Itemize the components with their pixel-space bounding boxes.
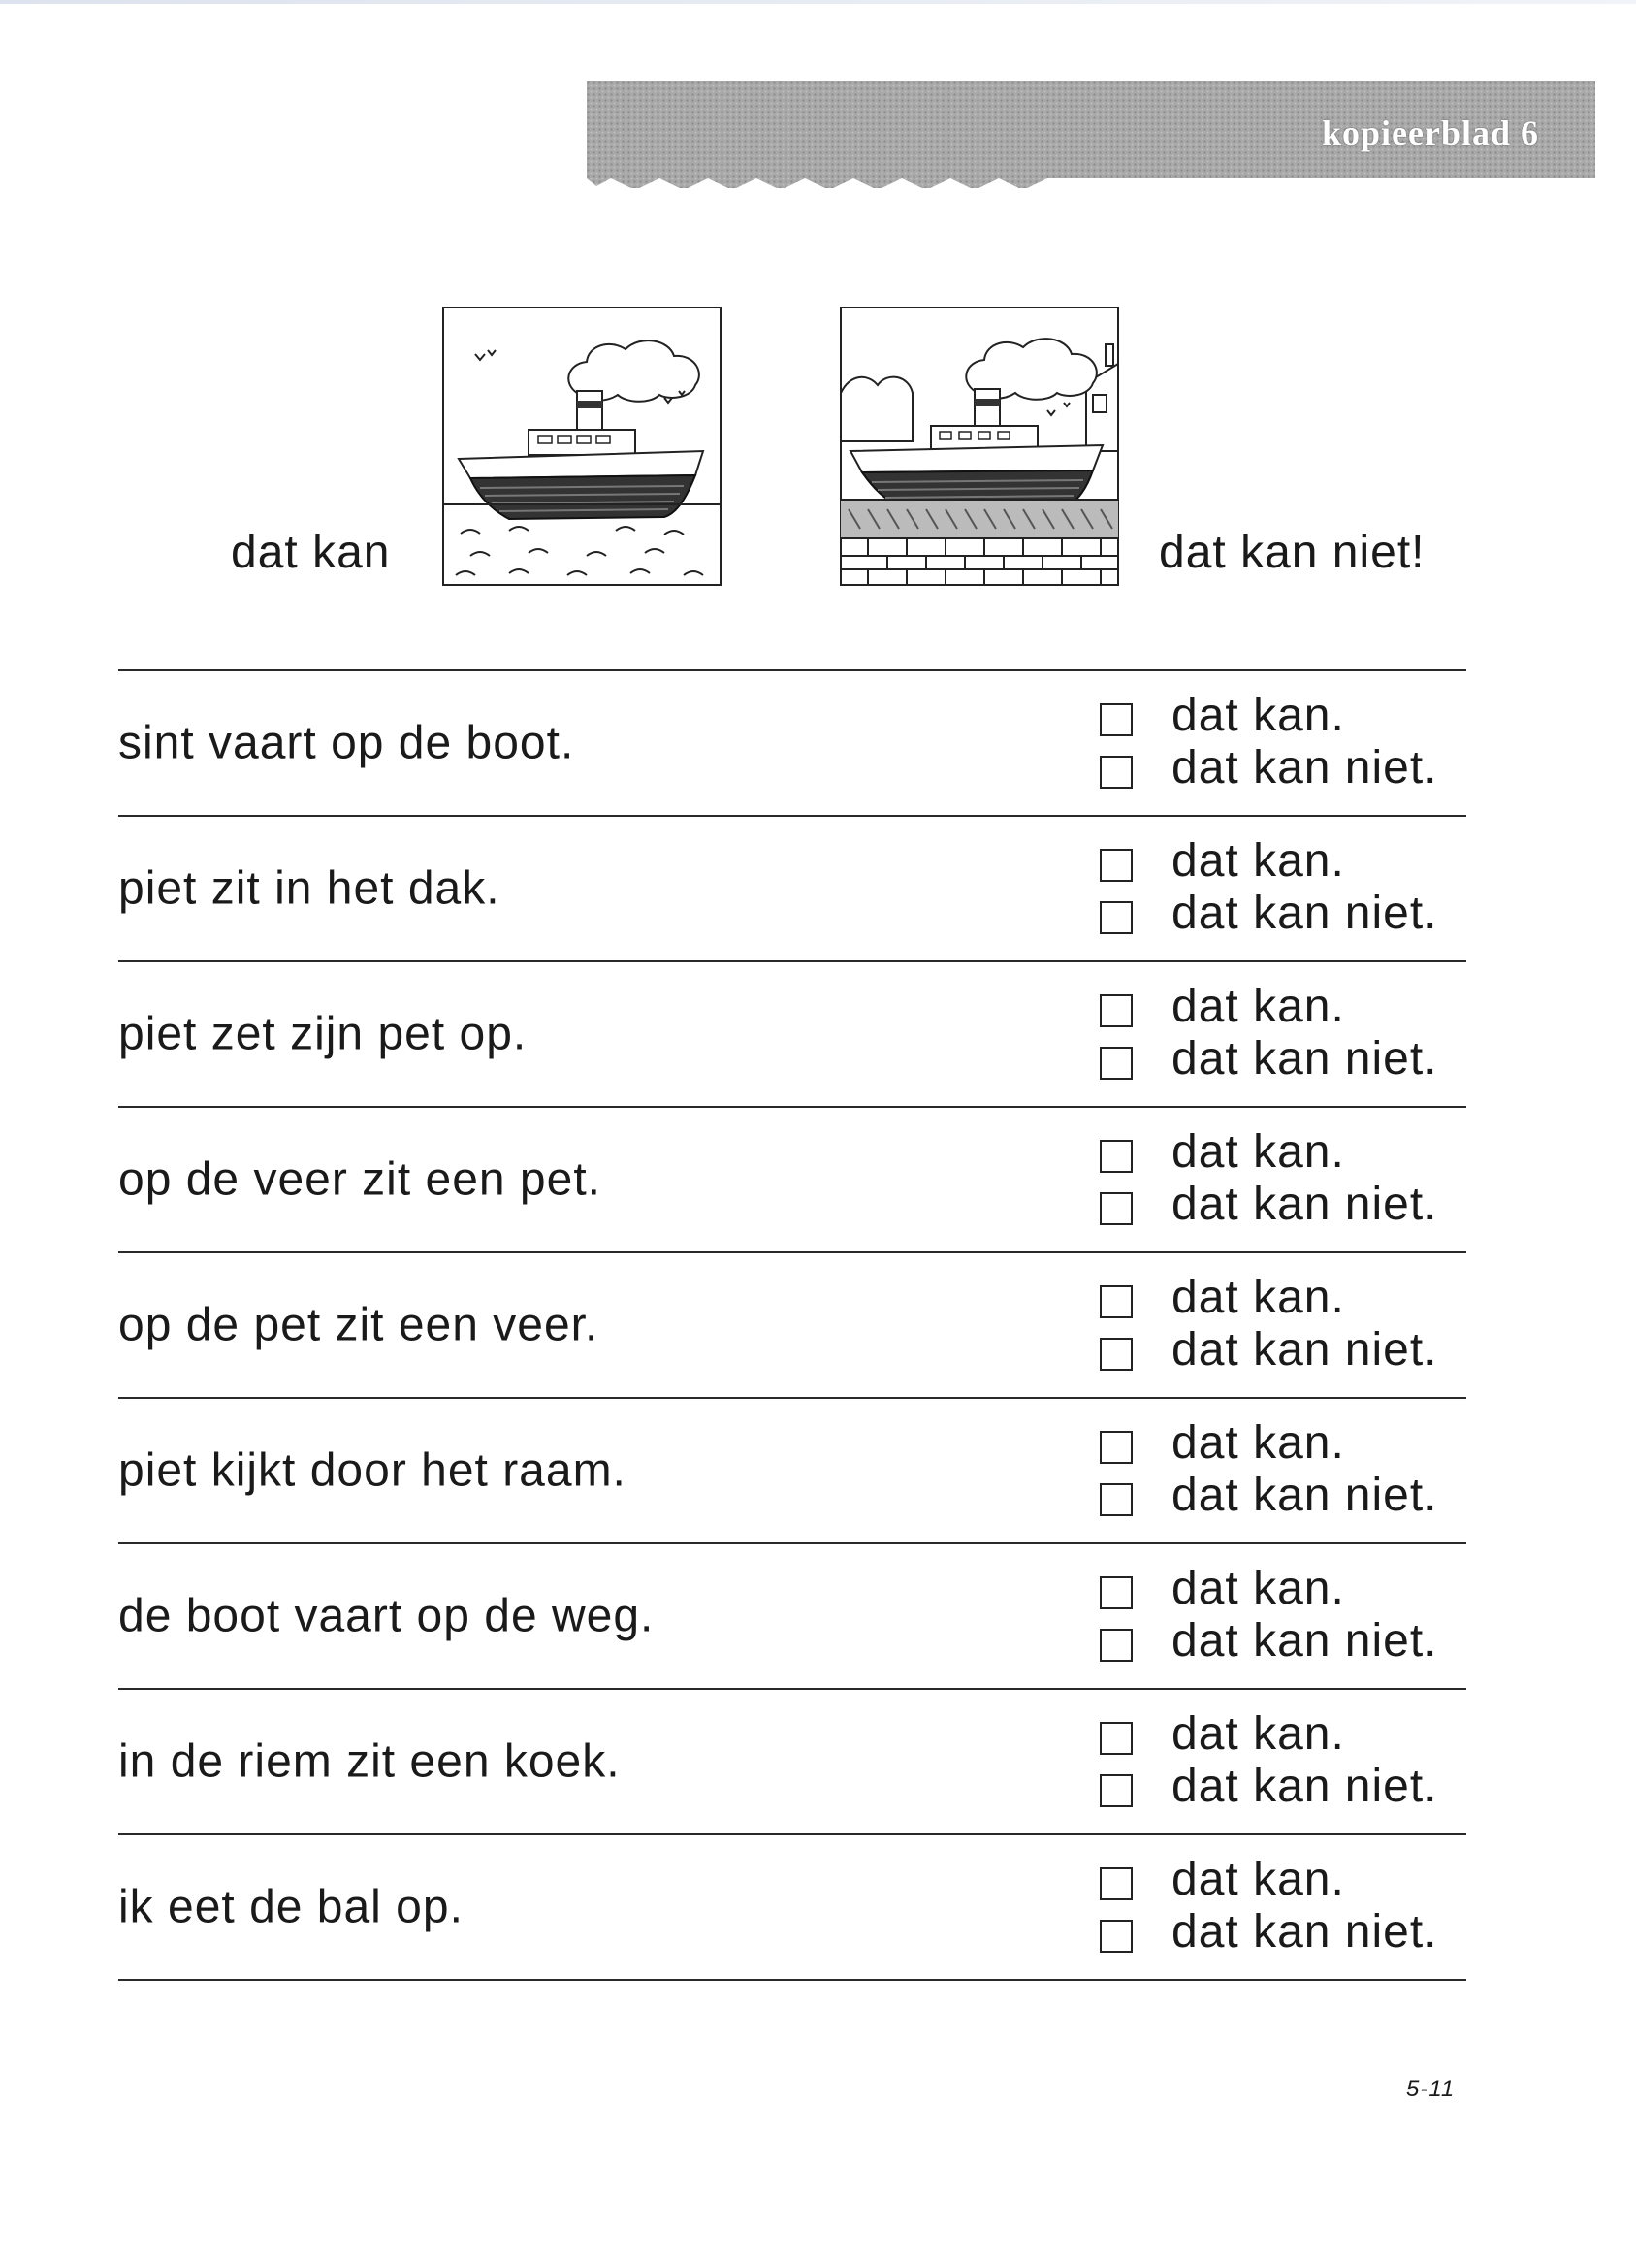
sentence: ik eet de bal op. [118, 1881, 464, 1933]
checkbox-impossible[interactable] [1100, 1920, 1133, 1953]
checkbox-impossible[interactable] [1100, 1192, 1133, 1225]
checkbox-possible[interactable] [1100, 1285, 1133, 1318]
answer-options [1100, 1125, 1438, 1230]
option-impossible[interactable] [1100, 1032, 1438, 1085]
exercise-row [118, 1544, 1466, 1690]
checkbox-possible[interactable] [1100, 994, 1133, 1027]
exercise-row [118, 1690, 1466, 1835]
option-possible-label: dat kan. [1171, 834, 1345, 887]
option-impossible[interactable] [1100, 1614, 1438, 1667]
intro-section [0, 291, 1636, 601]
option-impossible-label: dat kan niet. [1171, 1178, 1438, 1230]
exercise-row [118, 1253, 1466, 1399]
exercise-row [118, 962, 1466, 1108]
option-impossible-label: dat kan niet. [1171, 1614, 1438, 1667]
option-possible[interactable] [1100, 1416, 1438, 1469]
checkbox-impossible[interactable] [1100, 1338, 1133, 1371]
option-impossible-label: dat kan niet. [1171, 887, 1438, 939]
answer-options [1100, 1562, 1438, 1667]
option-possible[interactable] [1100, 689, 1438, 741]
option-possible[interactable] [1100, 980, 1438, 1032]
worksheet-title: kopieerblad 6 [1321, 113, 1539, 152]
option-impossible-label: dat kan niet. [1171, 1905, 1438, 1958]
option-impossible[interactable] [1100, 741, 1438, 794]
checkbox-possible[interactable] [1100, 849, 1133, 882]
possible-label: dat kan [231, 527, 391, 578]
boat-on-water-illustration [441, 306, 722, 587]
option-impossible-label: dat kan niet. [1171, 1032, 1438, 1085]
checkbox-possible[interactable] [1100, 1722, 1133, 1755]
checkbox-impossible[interactable] [1100, 1629, 1133, 1662]
checkbox-impossible[interactable] [1100, 1047, 1133, 1080]
option-possible[interactable] [1100, 1125, 1438, 1178]
option-possible-label: dat kan. [1171, 1853, 1345, 1905]
option-impossible[interactable] [1100, 1760, 1438, 1812]
option-possible-label: dat kan. [1171, 1271, 1345, 1323]
option-possible-label: dat kan. [1171, 1707, 1345, 1760]
checkbox-impossible[interactable] [1100, 901, 1133, 934]
exercise-row [118, 671, 1466, 817]
answer-options [1100, 1416, 1438, 1521]
checkbox-possible[interactable] [1100, 1576, 1133, 1609]
exercise-row [118, 1399, 1466, 1544]
answer-options [1100, 1853, 1438, 1958]
option-possible[interactable] [1100, 834, 1438, 887]
option-impossible[interactable] [1100, 887, 1438, 939]
checkbox-possible[interactable] [1100, 703, 1133, 736]
checkbox-possible[interactable] [1100, 1140, 1133, 1173]
answer-options [1100, 689, 1438, 794]
option-impossible[interactable] [1100, 1178, 1438, 1230]
option-possible-label: dat kan. [1171, 1562, 1345, 1614]
option-impossible[interactable] [1100, 1469, 1438, 1521]
option-possible[interactable] [1100, 1707, 1438, 1760]
sentence: op de veer zit een pet. [118, 1153, 601, 1206]
option-impossible[interactable] [1100, 1323, 1438, 1376]
scan-edge [0, 0, 1636, 4]
option-impossible-label: dat kan niet. [1171, 1469, 1438, 1521]
option-impossible[interactable] [1100, 1905, 1438, 1958]
header-banner [587, 81, 1595, 188]
answer-options [1100, 834, 1438, 939]
option-possible-label: dat kan. [1171, 980, 1345, 1032]
exercise-row [118, 1108, 1466, 1253]
option-possible-label: dat kan. [1171, 689, 1345, 741]
option-possible[interactable] [1100, 1562, 1438, 1614]
option-impossible-label: dat kan niet. [1171, 1323, 1438, 1376]
exercise-row [118, 817, 1466, 962]
option-possible[interactable] [1100, 1853, 1438, 1905]
checkbox-impossible[interactable] [1100, 756, 1133, 789]
checkbox-impossible[interactable] [1100, 1483, 1133, 1516]
option-possible-label: dat kan. [1171, 1125, 1345, 1178]
option-possible[interactable] [1100, 1271, 1438, 1323]
checkbox-possible[interactable] [1100, 1867, 1133, 1900]
option-impossible-label: dat kan niet. [1171, 1760, 1438, 1812]
sentence: op de pet zit een veer. [118, 1299, 599, 1351]
answer-options [1100, 1271, 1438, 1376]
answer-options [1100, 1707, 1438, 1812]
answer-options [1100, 980, 1438, 1085]
impossible-label: dat kan niet! [1159, 527, 1426, 578]
sentence: piet kijkt door het raam. [118, 1444, 626, 1497]
sentence: piet zit in het dak. [118, 862, 500, 915]
sentence: de boot vaart op de weg. [118, 1590, 655, 1642]
sentence: piet zet zijn pet op. [118, 1008, 528, 1060]
checkbox-impossible[interactable] [1100, 1774, 1133, 1807]
sentence: in de riem zit een koek. [118, 1735, 621, 1788]
sentence: sint vaart op de boot. [118, 717, 575, 769]
option-impossible-label: dat kan niet. [1171, 741, 1438, 794]
checkbox-possible[interactable] [1100, 1431, 1133, 1464]
exercise-list [118, 669, 1466, 1981]
exercise-row [118, 1835, 1466, 1981]
boat-on-road-illustration [839, 306, 1120, 587]
option-possible-label: dat kan. [1171, 1416, 1345, 1469]
page-number: 5-11 [1406, 2076, 1456, 2102]
